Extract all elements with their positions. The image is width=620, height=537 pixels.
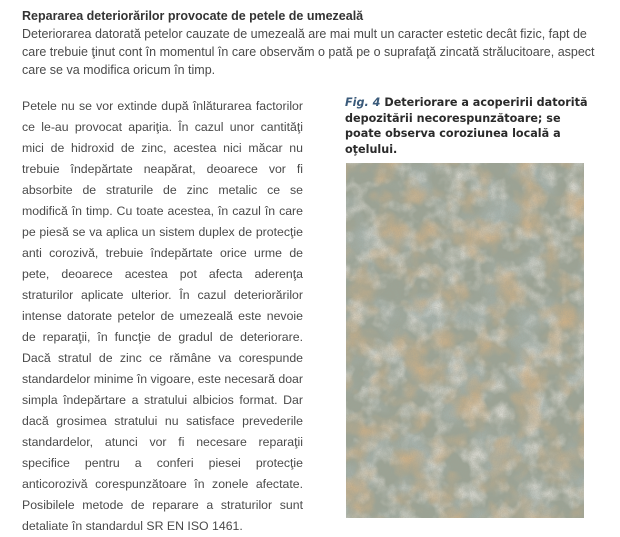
figure-caption-text: Deteriorare a acoperirii datorită depozitării necorespunzătoare; se poate observa coroziunea locală a oţelului. — [345, 96, 588, 156]
section-title: Repararea deteriorărilor provocate de petele de umezeală — [22, 9, 364, 23]
corrosion-photo — [346, 163, 584, 518]
figure-caption — [345, 95, 595, 157]
intro-paragraph: Deteriorarea datorată petelor cauzate de umezeală are mai mult un caracter estetic decât fizic, fapt de care trebuie ţinut cont în momentul în care observăm o pată pe o suprafaţă zincată strălucitoare, aspect care se va modifica oricum în timp. — [22, 27, 595, 77]
figure-label: Fig. 4 — [345, 96, 381, 109]
body-paragraph: Petele nu se vor extinde după înlăturarea factorilor ce le-au provocat apariţia. În cazul unor cantităţi mici de hidroxid de zinc, acestea nici măcar nu trebuie îndepărtate neapărat, deoarece vor fi absorbite de straturile de zinc metalic ce se modifică în timp. Cu toate acestea, în cazul în care pe piesă se va aplica un sistem duplex de protecţie anti corozivă, trebuie îndepărtate orice urme de pete, deoarece acestea pot afecta aderenţa straturilor aplicate ulterior. În cazul deteriorărilor intense datorate petelor de umezeală este nevoie de reparaţii, în funcţie de gradul de deteriorare. Dacă stratul de zinc ce rămâne va corespunde standardelor minime în vigoare, este necesară doar simpla îndepărtare a stratului albicios format. Dar dacă grosimea stratului nu satisface prevederile standardelor, atunci vor fi necesare reparaţii specifice pentru a conferi piesei protecţie anticorozivă corespunzătoare în zonele afectate. Posibilele metode de reparare a straturilor sunt detaliate în standardul SR EN ISO 1461. — [22, 99, 303, 533]
corrosion-photo-graphic — [346, 163, 584, 518]
